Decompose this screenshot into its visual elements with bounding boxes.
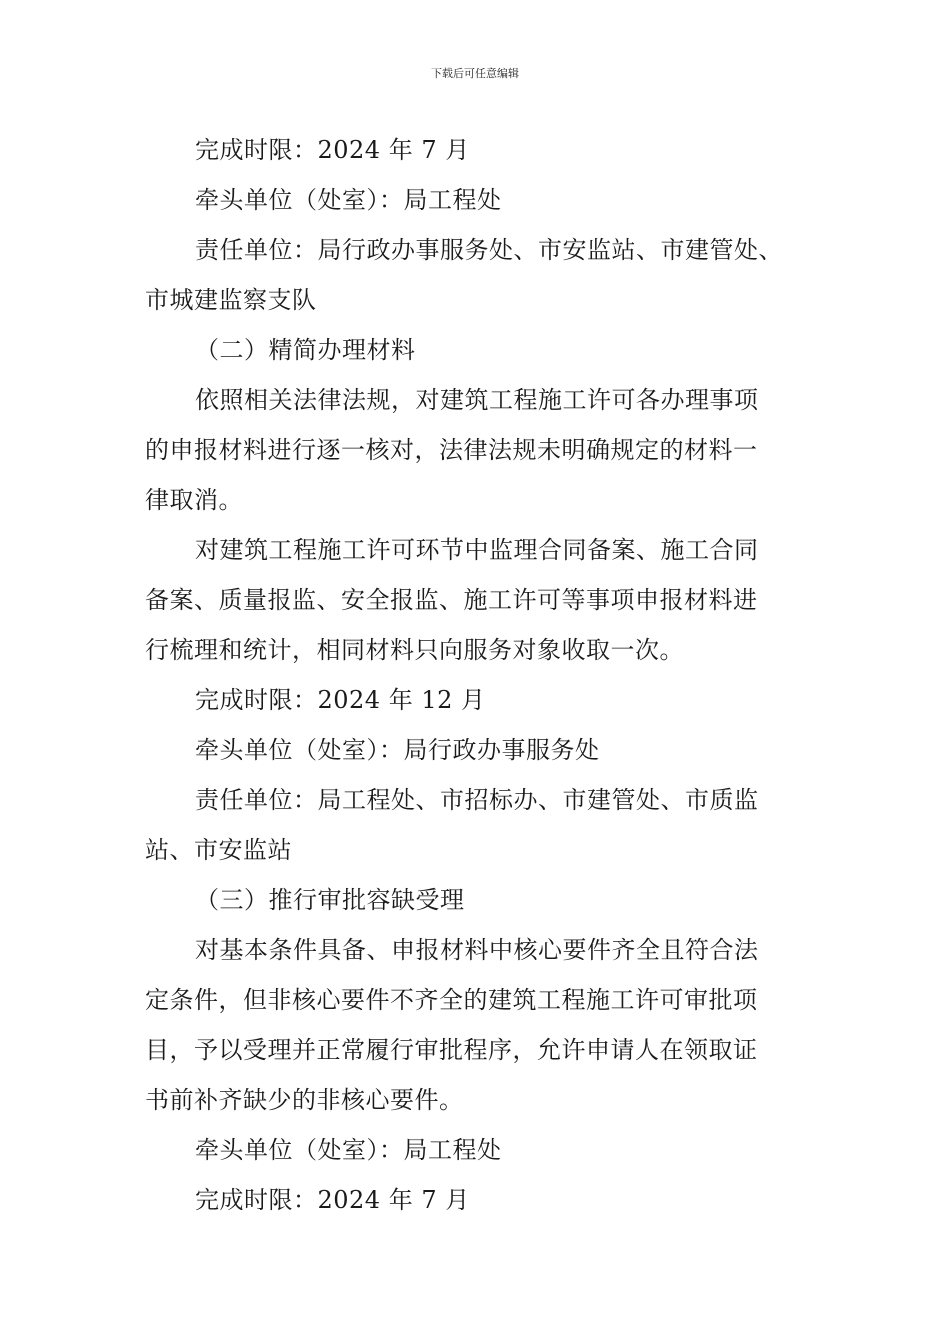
responsible-unit-line-cont: 市城建监察支队 [145,286,317,314]
responsible-unit-line: 责任单位：局工程处、市招标办、市建管处、市质监 [195,786,759,814]
responsible-unit-line: 责任单位：局行政办事服务处、市安监站、市建管处、 [195,236,783,264]
page-header: 下载后可任意编辑 [431,67,519,80]
paragraph-line: 律取消。 [145,486,243,514]
paragraph-line: 对基本条件具备、申报材料中核心要件齐全且符合法 [195,936,759,964]
lead-unit-line: 牵头单位（处室）：局工程处 [195,1136,502,1164]
paragraph-line: 行梳理和统计，相同材料只向服务对象收取一次。 [145,636,684,664]
paragraph-line: 目，予以受理并正常履行审批程序，允许申请人在领取证 [145,1036,758,1064]
paragraph-line: 书前补齐缺少的非核心要件。 [145,1086,464,1114]
responsible-unit-line-cont: 站、市安监站 [145,836,292,864]
section-heading: （三）推行审批容缺受理 [195,886,465,914]
section-heading: （二）精简办理材料 [195,336,416,364]
paragraph-line: 定条件，但非核心要件不齐全的建筑工程施工许可审批项 [145,986,758,1014]
paragraph-line: 依照相关法律法规，对建筑工程施工许可各办理事项 [195,386,759,414]
deadline-line: 完成时限：2024 年 7 月 [195,1186,470,1214]
paragraph-line: 的申报材料进行逐一核对，法律法规未明确规定的材料一 [145,436,758,464]
deadline-line: 完成时限：2024 年 12 月 [195,686,486,714]
deadline-line: 完成时限：2024 年 7 月 [195,136,470,164]
paragraph-line: 对建筑工程施工许可环节中监理合同备案、施工合同 [195,536,759,564]
paragraph-line: 备案、质量报监、安全报监、施工许可等事项申报材料进 [145,586,758,614]
lead-unit-line: 牵头单位（处室）：局工程处 [195,186,502,214]
lead-unit-line: 牵头单位（处室）：局行政办事服务处 [195,736,600,764]
